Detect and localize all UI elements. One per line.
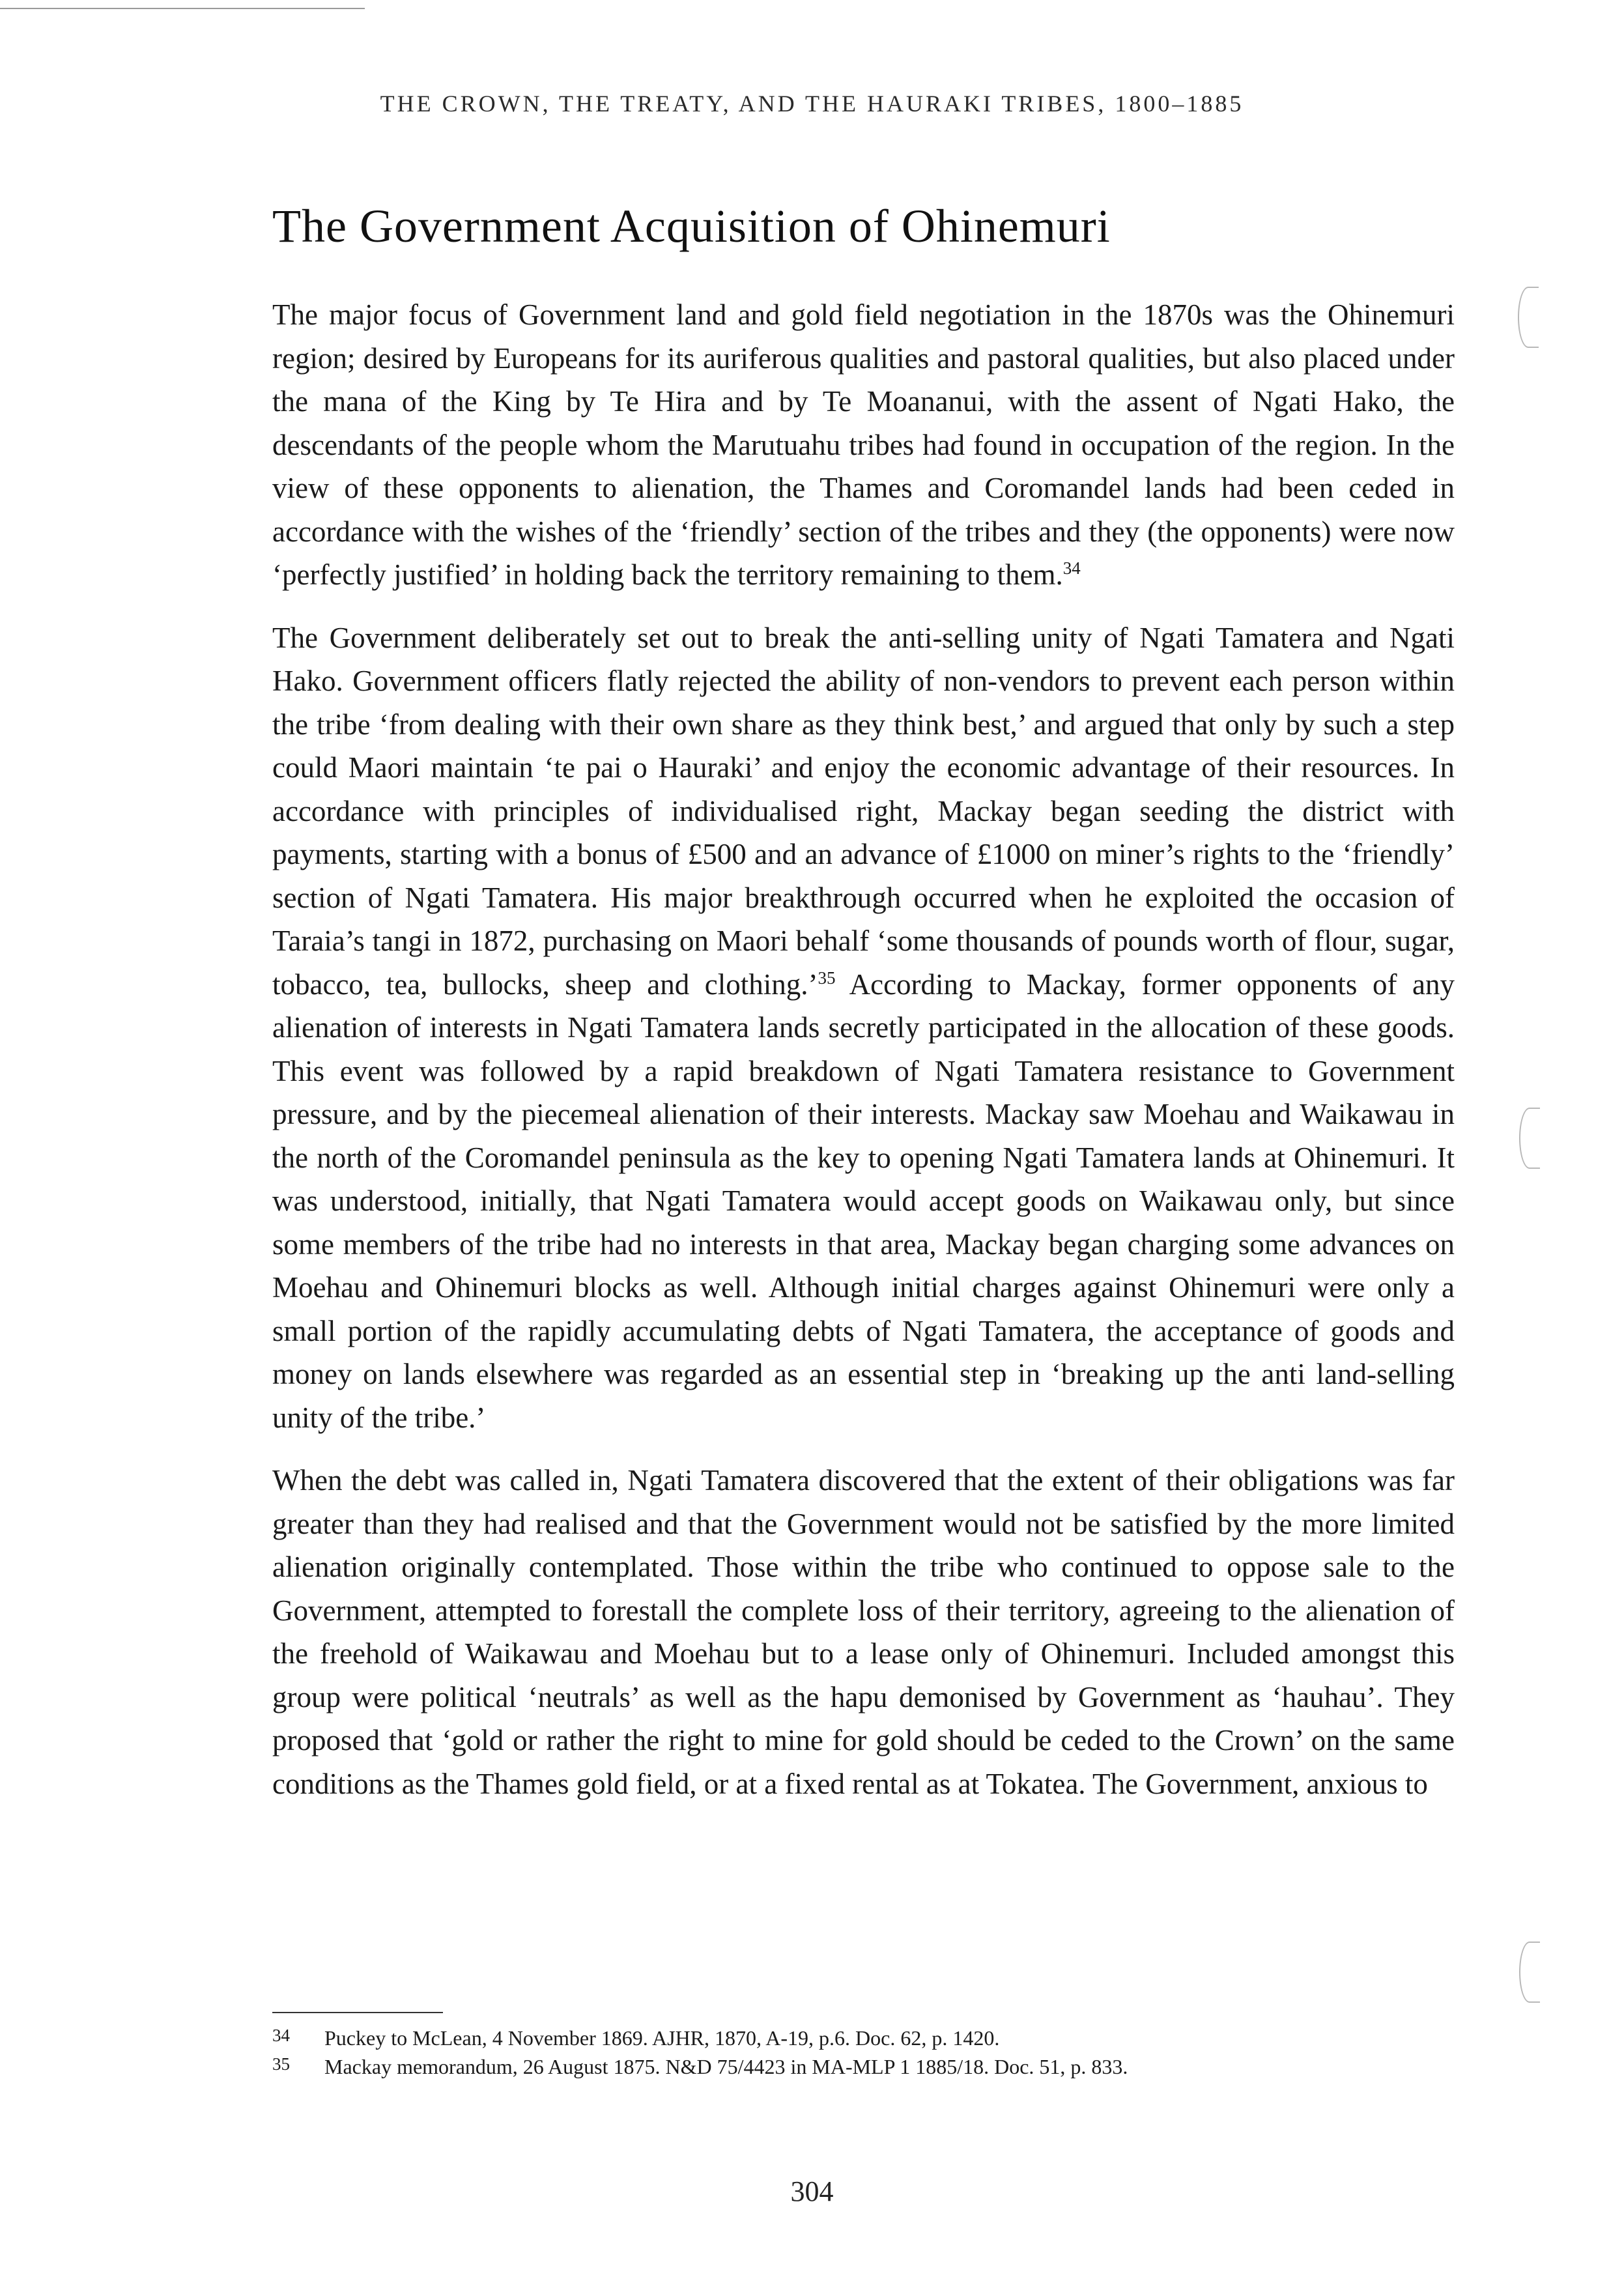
scan-binding-mark <box>1518 287 1539 348</box>
footnote-number: 34 <box>272 2026 290 2045</box>
footnote-35 <box>272 2052 1455 2081</box>
scan-edge-rule <box>0 8 365 9</box>
footnote-text: Mackay memorandum, 26 August 1875. N&D 75/4423 in MA-MLP 1 1885/18. Doc. 51, p. 833. <box>324 2055 1128 2078</box>
footnote-ref-34: 34 <box>1062 558 1081 578</box>
paragraph-2 <box>272 616 1455 1440</box>
scan-binding-mark <box>1519 1108 1540 1169</box>
paragraph-1-text: The major focus of Government land and gold field negotiation in the 1870s was the Ohinemuri region; desired by Europeans for its auriferous qualities and pastoral qualities, but also placed under the mana of the King by Te Hira and by Te Moananui, with the assent of Ngati Hako, the descendants of the people whom the Marutuahu tribes had found in occupation of the region. In the view of these opponents to alienation, the Thames and Coromandel lands had been ceded in accordance with the wishes of the ‘friendly’ section of the tribes and they (the opponents) were now ‘perfectly justified’ in holding back the territory remaining to them. <box>272 298 1455 591</box>
footnote-text: Puckey to McLean, 4 November 1869. AJHR, 1870, A-19, p.6. Doc. 62, p. 1420. <box>324 2026 1000 2050</box>
running-header: THE CROWN, THE TREATY, AND THE HAURAKI TRIBES, 1800–1885 <box>380 91 1244 117</box>
paragraph-2-text: The Government deliberately set out to break the anti-selling unity of Ngati Tamatera and Ngati Hako. Government officers flatly rejected the ability of non-vendors to prevent each person within the tribe ‘from dealing with their own share as they think best,’ and argued that only by such a step could Maori maintain ‘te pai o Hauraki’ and enjoy the economic advantage of their resources. In accordance with principles of individualised right, Mackay began seeding the district with payments, starting with a bonus of £500 and an advance of £1000 on miner’s rights to the ‘friendly’ section of Ngati Tamatera. His major breakthrough occurred when he exploited the occasion of Taraia’s tangi in 1872, purchasing on Maori behalf ‘some thousands of pounds worth of flour, sugar, tobacco, tea, bullocks, sheep and clothing.’ <box>272 621 1455 1001</box>
body-text <box>272 293 1455 1805</box>
footnote-34 <box>272 2024 1455 2052</box>
paragraph-3-text: When the debt was called in, Ngati Tamatera discovered that the extent of their obligations was far greater than they had realised and that the Government would not be satisfied by the more limited alienation originally contemplated. Those within the tribe who continued to oppose sale to the Government, attempted to forestall the complete loss of their territory, agreeing to the alienation of the freehold of Waikawau and Moehau but to a lease only of Ohinemuri. Included amongst this group were political ‘neutrals’ as well as the hapu demonised by Government as ‘hauhau’. They proposed that ‘gold or rather the right to mine for gold should be ceded to the Crown’ on the same conditions as the Thames gold field, or at a fixed rental as at Tokatea. The Government, anxious to <box>272 1464 1455 1800</box>
footnote-ref-35: 35 <box>818 968 836 988</box>
paragraph-1 <box>272 293 1455 597</box>
footnote-separator <box>272 2012 443 2013</box>
paragraph-2-text-continued: According to Mackay, former opponents of any alienation of interests in Ngati Tamatera lands secretly participated in the allocation of these goods. This event was followed by a rapid breakdown of Ngati Tamatera resistance to Government pressure, and by the piecemeal alienation of their interests. Mackay saw Moehau and Waikawau in the north of the Coromandel peninsula as the key to opening Ngati Tamatera lands at Ohinemuri. It was understood, initially, that Ngati Tamatera would accept goods on Waikawau only, but since some members of the tribe had no interests in that area, Mackay began charging some advances on Moehau and Ohinemuri blocks as well. Although initial charges against Ohinemuri were only a small portion of the rapidly accumulating debts of Ngati Tamatera, the acceptance of goods and money on lands elsewhere was regarded as an essential step in ‘breaking up the anti land-selling unity of the tribe.’ <box>272 968 1455 1434</box>
page-number: 304 <box>790 2175 834 2207</box>
paragraph-3 <box>272 1459 1455 1805</box>
section-title: The Government Acquisition of Ohinemuri <box>272 200 1111 252</box>
scan-binding-mark <box>1519 1942 1540 2003</box>
footnote-number: 35 <box>272 2054 290 2074</box>
footnotes <box>272 2024 1455 2081</box>
